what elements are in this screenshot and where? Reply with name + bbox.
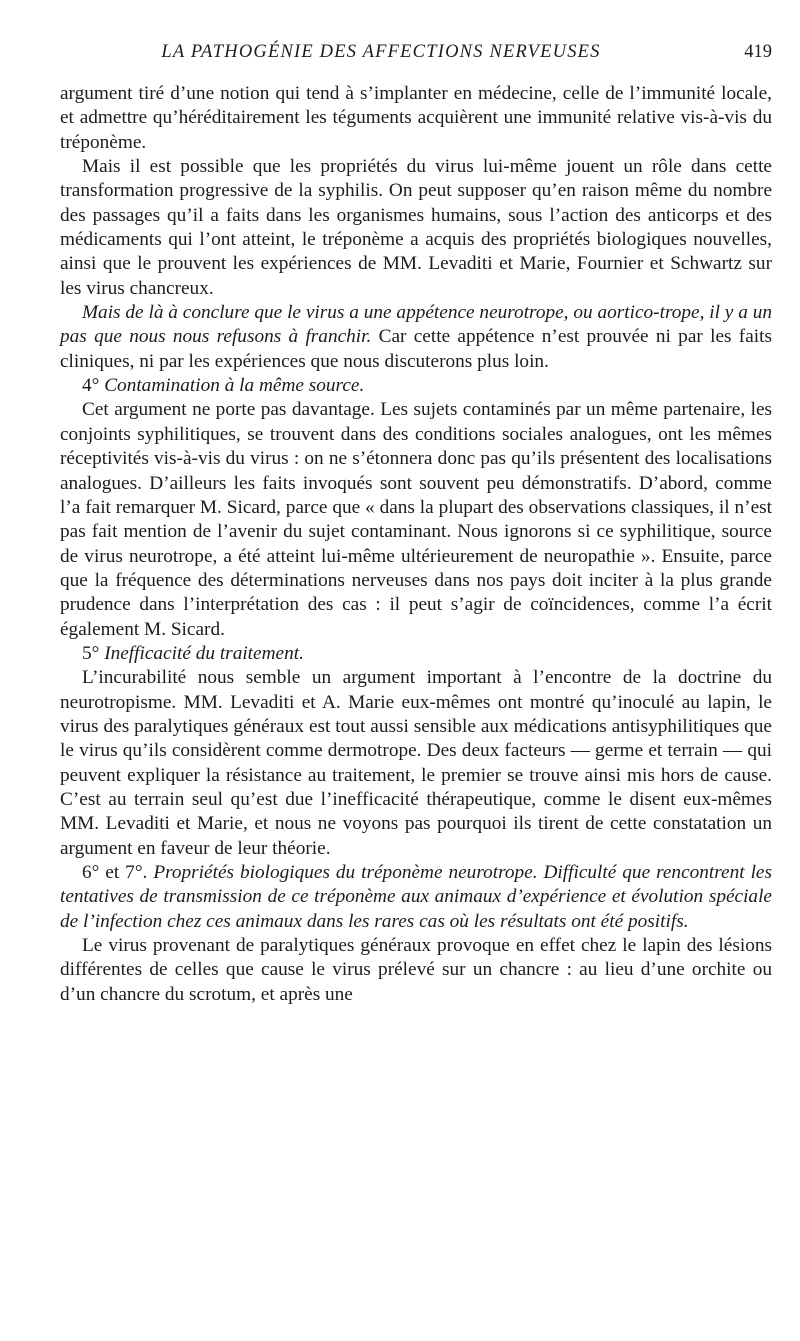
paragraph-virus-paralytiques: Le virus provenant de paralytiques généraux provoque en effet chez le lapin des lésions différentes de celles que cause le virus prélevé sur un chancre : au lieu d’une orchite ou d’un chancre du scrotum, et après une — [60, 935, 772, 1005]
running-title: LA PATHOGÉNIE DES AFFECTIONS NERVEUSES — [161, 42, 601, 62]
section-title: Inefficacité du traitement. — [104, 642, 304, 664]
section-number: 6° et 7°. — [82, 862, 148, 883]
page-number: 419 — [744, 42, 772, 62]
section-heading-6-7 — [60, 861, 772, 934]
page-header — [60, 42, 772, 70]
section-number: 4° — [82, 375, 100, 397]
paragraph-continuation: Car cette appétence n’est prouvée ni par les faits cliniques, ni par les expériences que nous discuterons plus loin. — [60, 326, 772, 372]
paragraph-contamination: Cet argument ne porte pas davantage. Les sujets contaminés par un même partenaire, les conjoints syphilitiques, se trouvent dans des conditions sociales analogues, ont les mêmes réceptivités vis-à-vis du virus : on ne s’étonnera donc pas qu’ils présentent des localisations analogues. D’ailleurs les faits invoqués sont souvent peu démonstratifs. D’abord, comme l’a fait remarquer M. Sicard, parce que « dans la plupart des observations classiques, il n’est pas fait mention de l’avenir du sujet contaminant. Nous ignorons si ce syphilitique, source de virus neurotrope, a été atteint lui-même ultérieurement de neuropathie ». Ensuite, parce que la fréquence des déterminations nerveuses dans nos pays doit inciter à la plus grande prudence dans l’interprétation des cas : il peut s’agir de coïncidences, comme l’a écrit également M. Sicard. — [60, 399, 772, 640]
paragraph-inefficacite: L’incurabilité nous semble un argument important à l’encontre de la doctrine du neurotropisme. MM. Levaditi et A. Marie eux-mêmes ont montré qu’inoculé au lapin, le virus des paralytiques généraux est tout aussi sensible aux médications antisyphilitiques que le virus qu’ils considèrent comme dermotrope. Des deux facteurs — germe et terrain — qui peuvent expliquer la résistance au traitement, le premier se trouve ainsi mis hors de cause. C’est au terrain seul qu’est due l’inefficacité thérapeutique, comme le disent eux-mêmes MM. Levaditi et Marie, et nous ne voyons pas pourquoi ils tirent de cette constatation un argument en faveur de leur théorie. — [60, 667, 772, 859]
italic-statement: Mais de là à conclure que le virus a une appétence neurotrope, ou aortico-trope, il y a un pas que nous nous refusons à franchir. — [60, 302, 772, 348]
paragraph-proprietes-virus: Mais il est possible que les propriétés du virus lui-même jouent un rôle dans cette transformation progressive de la syphilis. On peut supposer qu’en raison même du nombre des passages qu’il a faits dans les organismes humains, sous l’action des anticorps et des médicaments qui l’ont atteint, le tréponème a acquis des propriétés biologiques nouvelles, ainsi que le prouvent les expériences de MM. Levaditi et Marie, Fournier et Schwartz sur les virus chancreux. — [60, 156, 772, 299]
body-text — [60, 82, 772, 1007]
section-title: Propriétés biologiques du tréponème neurotrope. Difficulté que rencontrent les tentatives de transmission de ce tréponème aux animaux d’expérience et évolution spéciale de l’infection chez ces animaux dans les rares cas où les résultats ont été positifs. — [60, 862, 772, 932]
paragraph-appetence-neurotrope — [60, 301, 772, 374]
section-heading-4 — [60, 374, 772, 398]
paragraph-immunite-locale: argument tiré d’une notion qui tend à s’implanter en médecine, celle de l’immunité locale, et admettre qu’héréditairement les téguments acquièrent une immunité relative vis-à-vis du tréponème. — [60, 83, 772, 153]
section-heading-5 — [60, 642, 772, 666]
section-number: 5° — [82, 642, 100, 664]
section-title: Contamination à la même source. — [104, 375, 365, 397]
